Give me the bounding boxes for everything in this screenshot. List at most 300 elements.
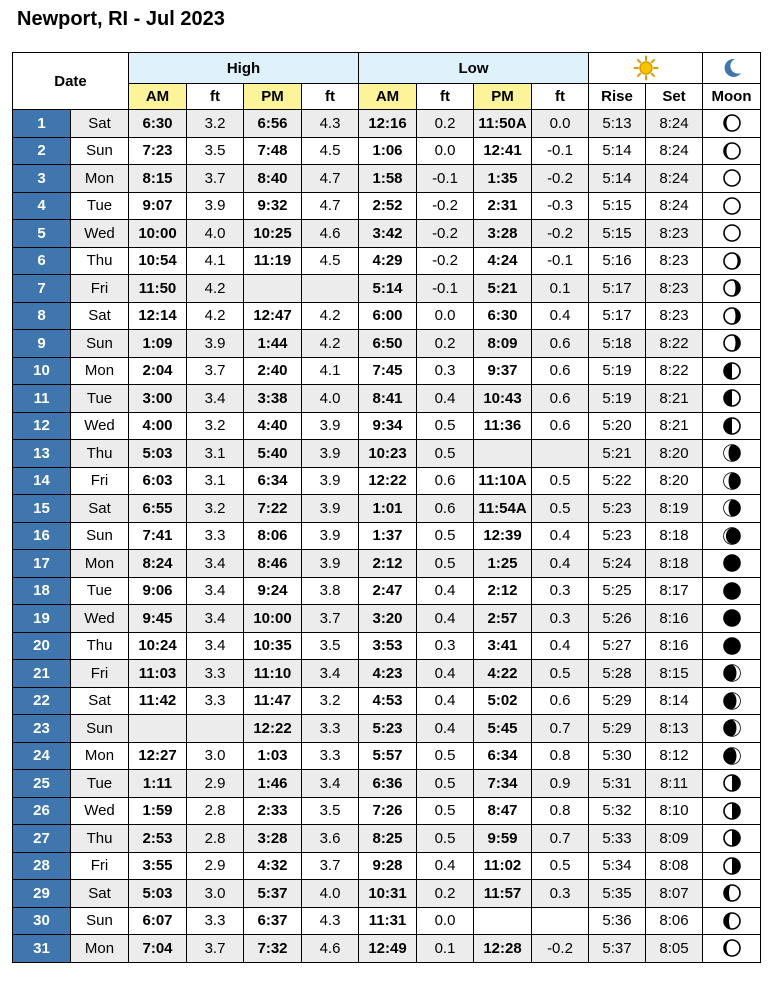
low-pm-height: 0.3	[532, 577, 589, 605]
low-pm-height	[532, 440, 589, 468]
day-number: 16	[13, 522, 71, 550]
low-pm-height: 0.6	[532, 385, 589, 413]
low-pm-height: -0.2	[532, 165, 589, 193]
day-of-week: Mon	[71, 742, 129, 770]
high-am-time: 3:55	[129, 852, 187, 880]
moon-phase	[703, 907, 761, 935]
day-of-week: Fri	[71, 852, 129, 880]
low-am-height: 0.4	[417, 715, 474, 743]
moon-phase-icon	[722, 718, 742, 738]
sunset-time: 8:21	[646, 385, 703, 413]
low-pm-time	[474, 907, 532, 935]
high-am-height: 3.3	[187, 522, 244, 550]
sunset-time: 8:24	[646, 165, 703, 193]
day-number: 5	[13, 220, 71, 248]
low-am-time: 10:31	[359, 880, 417, 908]
low-am-time: 2:12	[359, 550, 417, 578]
day-of-week: Thu	[71, 247, 129, 275]
moon-phase	[703, 522, 761, 550]
low-am-time: 5:23	[359, 715, 417, 743]
low-pm-time: 11:54A	[474, 495, 532, 523]
low-am-height: 0.5	[417, 522, 474, 550]
high-am-time: 10:00	[129, 220, 187, 248]
day-of-week: Mon	[71, 165, 129, 193]
low-am-time: 6:00	[359, 302, 417, 330]
day-number: 17	[13, 550, 71, 578]
sunrise-time: 5:26	[589, 605, 646, 633]
high-am-time: 2:04	[129, 357, 187, 385]
moon-phase	[703, 412, 761, 440]
day-of-week: Wed	[71, 412, 129, 440]
high-pm-height: 3.7	[302, 605, 359, 633]
low-am-ft-header: ft	[417, 84, 474, 110]
moon-phase	[703, 220, 761, 248]
sunrise-time: 5:29	[589, 715, 646, 743]
low-am-height: 0.5	[417, 770, 474, 798]
moon-phase-icon	[722, 553, 742, 573]
low-pm-height: 0.7	[532, 825, 589, 853]
sunset-time: 8:22	[646, 330, 703, 358]
low-am-time: 12:22	[359, 467, 417, 495]
table-row	[13, 495, 761, 523]
high-am-time: 1:59	[129, 797, 187, 825]
low-pm-time: 5:45	[474, 715, 532, 743]
sunset-time: 8:09	[646, 825, 703, 853]
low-pm-time: 2:12	[474, 577, 532, 605]
low-pm-height: 0.6	[532, 330, 589, 358]
low-am-time: 12:49	[359, 935, 417, 963]
sun-icon	[633, 55, 659, 81]
table-row	[13, 770, 761, 798]
low-pm-height: 0.8	[532, 742, 589, 770]
high-pm-time: 8:40	[244, 165, 302, 193]
table-row	[13, 577, 761, 605]
high-am-height: 3.9	[187, 192, 244, 220]
table-row	[13, 137, 761, 165]
day-of-week: Tue	[71, 577, 129, 605]
sunrise-time: 5:27	[589, 632, 646, 660]
sunset-time: 8:24	[646, 192, 703, 220]
sunrise-time: 5:18	[589, 330, 646, 358]
high-am-height: 3.5	[187, 137, 244, 165]
sunset-time: 8:18	[646, 522, 703, 550]
moon-phase-icon	[722, 278, 742, 298]
table-row	[13, 907, 761, 935]
sunrise-time: 5:15	[589, 220, 646, 248]
high-pm-height: 3.9	[302, 440, 359, 468]
high-am-height: 3.9	[187, 330, 244, 358]
day-number: 20	[13, 632, 71, 660]
high-pm-height: 4.6	[302, 935, 359, 963]
low-pm-time: 2:57	[474, 605, 532, 633]
low-pm-height: 0.6	[532, 412, 589, 440]
low-am-height: 0.4	[417, 385, 474, 413]
day-number: 22	[13, 687, 71, 715]
high-pm-height: 3.4	[302, 660, 359, 688]
sun-header	[589, 53, 703, 84]
high-am-time: 11:42	[129, 687, 187, 715]
high-pm-height: 3.9	[302, 467, 359, 495]
high-pm-time: 9:32	[244, 192, 302, 220]
low-pm-time: 11:10A	[474, 467, 532, 495]
sunset-time: 8:24	[646, 137, 703, 165]
high-pm-height: 4.3	[302, 907, 359, 935]
day-of-week: Wed	[71, 605, 129, 633]
low-pm-time: 7:34	[474, 770, 532, 798]
table-row	[13, 742, 761, 770]
low-pm-time: 8:09	[474, 330, 532, 358]
sunrise-time: 5:34	[589, 852, 646, 880]
high-am-time: 7:23	[129, 137, 187, 165]
low-pm-height: 0.5	[532, 467, 589, 495]
table-row	[13, 797, 761, 825]
low-pm-height: 0.4	[532, 302, 589, 330]
high-am-height: 3.1	[187, 440, 244, 468]
high-pm-height: 3.9	[302, 412, 359, 440]
moon-phase-icon	[722, 196, 742, 216]
day-number: 1	[13, 110, 71, 138]
low-am-time: 5:14	[359, 275, 417, 303]
high-am-time	[129, 715, 187, 743]
sunrise-time: 5:35	[589, 880, 646, 908]
sunrise-header: Rise	[589, 84, 646, 110]
high-pm-time: 4:40	[244, 412, 302, 440]
low-am-height: 0.2	[417, 880, 474, 908]
sunset-time: 8:15	[646, 660, 703, 688]
high-am-time: 1:09	[129, 330, 187, 358]
moon-phase	[703, 550, 761, 578]
low-pm-time: 11:02	[474, 852, 532, 880]
sunrise-time: 5:37	[589, 935, 646, 963]
high-am-height: 3.4	[187, 385, 244, 413]
moon-phase-icon	[722, 223, 742, 243]
high-am-time: 7:41	[129, 522, 187, 550]
high-am-time: 11:50	[129, 275, 187, 303]
low-am-time: 3:53	[359, 632, 417, 660]
moon-phase-icon	[722, 746, 742, 766]
moon-phase-icon	[722, 471, 742, 491]
low-pm-time	[474, 440, 532, 468]
high-pm-height: 4.7	[302, 165, 359, 193]
low-am-height: 0.4	[417, 852, 474, 880]
high-pm-time: 3:28	[244, 825, 302, 853]
moon-phase-icon	[722, 416, 742, 436]
day-of-week: Thu	[71, 825, 129, 853]
low-pm-height: 0.9	[532, 770, 589, 798]
moon-phase	[703, 715, 761, 743]
moon-phase-icon	[722, 498, 742, 518]
high-am-ft-header: ft	[187, 84, 244, 110]
day-number: 31	[13, 935, 71, 963]
high-am-time: 11:03	[129, 660, 187, 688]
high-am-time: 4:00	[129, 412, 187, 440]
moon-phase	[703, 330, 761, 358]
low-pm-time: 11:36	[474, 412, 532, 440]
low-pm-height: 0.3	[532, 605, 589, 633]
high-pm-height: 3.3	[302, 742, 359, 770]
day-number: 21	[13, 660, 71, 688]
day-number: 29	[13, 880, 71, 908]
high-pm-height: 4.1	[302, 357, 359, 385]
sunrise-time: 5:17	[589, 302, 646, 330]
day-number: 11	[13, 385, 71, 413]
day-number: 9	[13, 330, 71, 358]
sunrise-time: 5:25	[589, 577, 646, 605]
day-of-week: Sat	[71, 687, 129, 715]
sunset-header: Set	[646, 84, 703, 110]
sunrise-time: 5:16	[589, 247, 646, 275]
low-am-time: 4:29	[359, 247, 417, 275]
low-pm-height: 0.6	[532, 357, 589, 385]
low-am-time: 1:01	[359, 495, 417, 523]
low-am-height: -0.1	[417, 165, 474, 193]
low-am-time: 9:34	[359, 412, 417, 440]
low-am-header: AM	[359, 84, 417, 110]
day-number: 4	[13, 192, 71, 220]
high-pm-height: 3.5	[302, 797, 359, 825]
high-pm-height: 4.5	[302, 247, 359, 275]
moon-phase-icon	[722, 581, 742, 601]
sunrise-time: 5:14	[589, 137, 646, 165]
moon-phase	[703, 935, 761, 963]
sunset-time: 8:17	[646, 577, 703, 605]
day-number: 2	[13, 137, 71, 165]
moon-phase	[703, 687, 761, 715]
sunset-time: 8:22	[646, 357, 703, 385]
high-am-height: 4.2	[187, 275, 244, 303]
low-pm-height: 0.5	[532, 495, 589, 523]
low-pm-time: 6:34	[474, 742, 532, 770]
low-am-time: 8:25	[359, 825, 417, 853]
low-am-height: -0.2	[417, 220, 474, 248]
moon-phase	[703, 770, 761, 798]
high-am-height: 3.7	[187, 165, 244, 193]
moon-phase-icon	[722, 856, 742, 876]
sunset-time: 8:08	[646, 852, 703, 880]
high-pm-header: PM	[244, 84, 302, 110]
sunset-time: 8:24	[646, 110, 703, 138]
low-am-time: 2:47	[359, 577, 417, 605]
table-row	[13, 715, 761, 743]
high-am-time: 2:53	[129, 825, 187, 853]
moon-phase-icon	[722, 388, 742, 408]
sunset-time: 8:18	[646, 550, 703, 578]
sunset-time: 8:21	[646, 412, 703, 440]
day-number: 7	[13, 275, 71, 303]
high-am-height: 3.3	[187, 687, 244, 715]
high-am-time: 5:03	[129, 440, 187, 468]
high-pm-time: 10:35	[244, 632, 302, 660]
day-of-week: Sat	[71, 110, 129, 138]
moon-phase-icon	[722, 113, 742, 133]
low-am-height: 0.6	[417, 495, 474, 523]
day-of-week: Sat	[71, 880, 129, 908]
low-am-height: -0.1	[417, 275, 474, 303]
high-am-time: 10:54	[129, 247, 187, 275]
low-am-time: 5:57	[359, 742, 417, 770]
table-row	[13, 550, 761, 578]
low-am-height: -0.2	[417, 192, 474, 220]
low-am-time: 3:20	[359, 605, 417, 633]
high-pm-time: 9:24	[244, 577, 302, 605]
low-am-height: 0.5	[417, 825, 474, 853]
high-pm-time: 12:47	[244, 302, 302, 330]
low-pm-height: 0.4	[532, 632, 589, 660]
low-pm-height: 0.0	[532, 110, 589, 138]
table-row	[13, 110, 761, 138]
high-am-time: 6:30	[129, 110, 187, 138]
day-number: 28	[13, 852, 71, 880]
moon-phase	[703, 357, 761, 385]
high-pm-time: 12:22	[244, 715, 302, 743]
sunset-time: 8:11	[646, 770, 703, 798]
high-pm-height: 3.8	[302, 577, 359, 605]
low-am-time: 1:06	[359, 137, 417, 165]
day-number: 3	[13, 165, 71, 193]
moon-phase	[703, 247, 761, 275]
high-pm-time: 6:37	[244, 907, 302, 935]
sunrise-time: 5:29	[589, 687, 646, 715]
table-row	[13, 605, 761, 633]
low-pm-height: 0.6	[532, 687, 589, 715]
high-am-time: 9:45	[129, 605, 187, 633]
high-am-time: 6:55	[129, 495, 187, 523]
low-pm-time: 9:59	[474, 825, 532, 853]
low-pm-height: -0.3	[532, 192, 589, 220]
table-row	[13, 935, 761, 963]
moon-phase	[703, 852, 761, 880]
low-pm-time: 2:31	[474, 192, 532, 220]
sunset-time: 8:19	[646, 495, 703, 523]
low-am-time: 1:37	[359, 522, 417, 550]
high-am-height: 3.1	[187, 467, 244, 495]
moon-phase	[703, 165, 761, 193]
low-pm-height: 0.1	[532, 275, 589, 303]
low-pm-ft-header: ft	[532, 84, 589, 110]
day-number: 10	[13, 357, 71, 385]
low-am-time: 7:45	[359, 357, 417, 385]
moon-phase-icon	[722, 306, 742, 326]
low-am-height: 0.4	[417, 687, 474, 715]
table-row	[13, 467, 761, 495]
high-am-height: 3.7	[187, 357, 244, 385]
moon-phase	[703, 825, 761, 853]
moon-phase	[703, 137, 761, 165]
table-row	[13, 632, 761, 660]
high-am-height: 2.9	[187, 770, 244, 798]
moon-phase-icon	[722, 773, 742, 793]
sunrise-time: 5:24	[589, 550, 646, 578]
tide-rows	[13, 110, 761, 963]
high-am-time: 8:15	[129, 165, 187, 193]
moon-phase	[703, 660, 761, 688]
sunset-time: 8:23	[646, 220, 703, 248]
low-header: Low	[359, 53, 589, 84]
low-pm-height: 0.3	[532, 880, 589, 908]
low-am-height: 0.3	[417, 357, 474, 385]
low-am-height: 0.1	[417, 935, 474, 963]
low-pm-time: 6:30	[474, 302, 532, 330]
sunrise-time: 5:20	[589, 412, 646, 440]
low-pm-time: 9:37	[474, 357, 532, 385]
low-am-time: 3:42	[359, 220, 417, 248]
low-am-height: 0.0	[417, 907, 474, 935]
sunset-time: 8:23	[646, 275, 703, 303]
low-am-height: -0.2	[417, 247, 474, 275]
high-pm-ft-header: ft	[302, 84, 359, 110]
high-am-time: 9:06	[129, 577, 187, 605]
low-pm-height: 0.4	[532, 550, 589, 578]
day-number: 14	[13, 467, 71, 495]
day-number: 25	[13, 770, 71, 798]
low-am-time: 4:23	[359, 660, 417, 688]
day-of-week: Thu	[71, 632, 129, 660]
sunrise-time: 5:32	[589, 797, 646, 825]
high-am-time: 3:00	[129, 385, 187, 413]
low-am-height: 0.6	[417, 467, 474, 495]
moon-phase-icon	[722, 333, 742, 353]
sunset-time: 8:20	[646, 440, 703, 468]
day-of-week: Sun	[71, 137, 129, 165]
day-of-week: Sun	[71, 330, 129, 358]
sunrise-time: 5:19	[589, 357, 646, 385]
day-number: 23	[13, 715, 71, 743]
high-pm-height: 4.6	[302, 220, 359, 248]
sunrise-time: 5:19	[589, 385, 646, 413]
high-am-height: 2.9	[187, 852, 244, 880]
day-of-week: Wed	[71, 220, 129, 248]
table-row	[13, 165, 761, 193]
moon-phase-icon	[722, 663, 742, 683]
day-of-week: Mon	[71, 550, 129, 578]
day-of-week: Thu	[71, 440, 129, 468]
high-am-height: 3.2	[187, 412, 244, 440]
high-pm-time: 4:32	[244, 852, 302, 880]
low-pm-time: 5:21	[474, 275, 532, 303]
high-pm-time: 10:00	[244, 605, 302, 633]
low-am-height: 0.5	[417, 742, 474, 770]
high-pm-height: 4.3	[302, 110, 359, 138]
high-pm-height: 3.2	[302, 687, 359, 715]
table-row	[13, 330, 761, 358]
table-row	[13, 440, 761, 468]
sunset-time: 8:07	[646, 880, 703, 908]
high-pm-height: 3.7	[302, 852, 359, 880]
sunrise-time: 5:23	[589, 522, 646, 550]
high-am-height: 4.1	[187, 247, 244, 275]
moon-phase-icon	[722, 828, 742, 848]
high-am-time: 10:24	[129, 632, 187, 660]
moon-phase	[703, 440, 761, 468]
table-row	[13, 825, 761, 853]
low-am-height: 0.5	[417, 797, 474, 825]
high-pm-time: 8:46	[244, 550, 302, 578]
high-pm-time: 11:47	[244, 687, 302, 715]
sunrise-time: 5:30	[589, 742, 646, 770]
moon-phase	[703, 385, 761, 413]
day-number: 24	[13, 742, 71, 770]
high-am-height: 3.4	[187, 550, 244, 578]
high-pm-height	[302, 275, 359, 303]
low-pm-time: 8:47	[474, 797, 532, 825]
high-am-time: 8:24	[129, 550, 187, 578]
moon-phase-icon	[722, 938, 742, 958]
high-pm-height: 4.0	[302, 880, 359, 908]
high-pm-height: 3.6	[302, 825, 359, 853]
day-of-week: Tue	[71, 385, 129, 413]
high-am-height: 3.7	[187, 935, 244, 963]
high-pm-time: 10:25	[244, 220, 302, 248]
